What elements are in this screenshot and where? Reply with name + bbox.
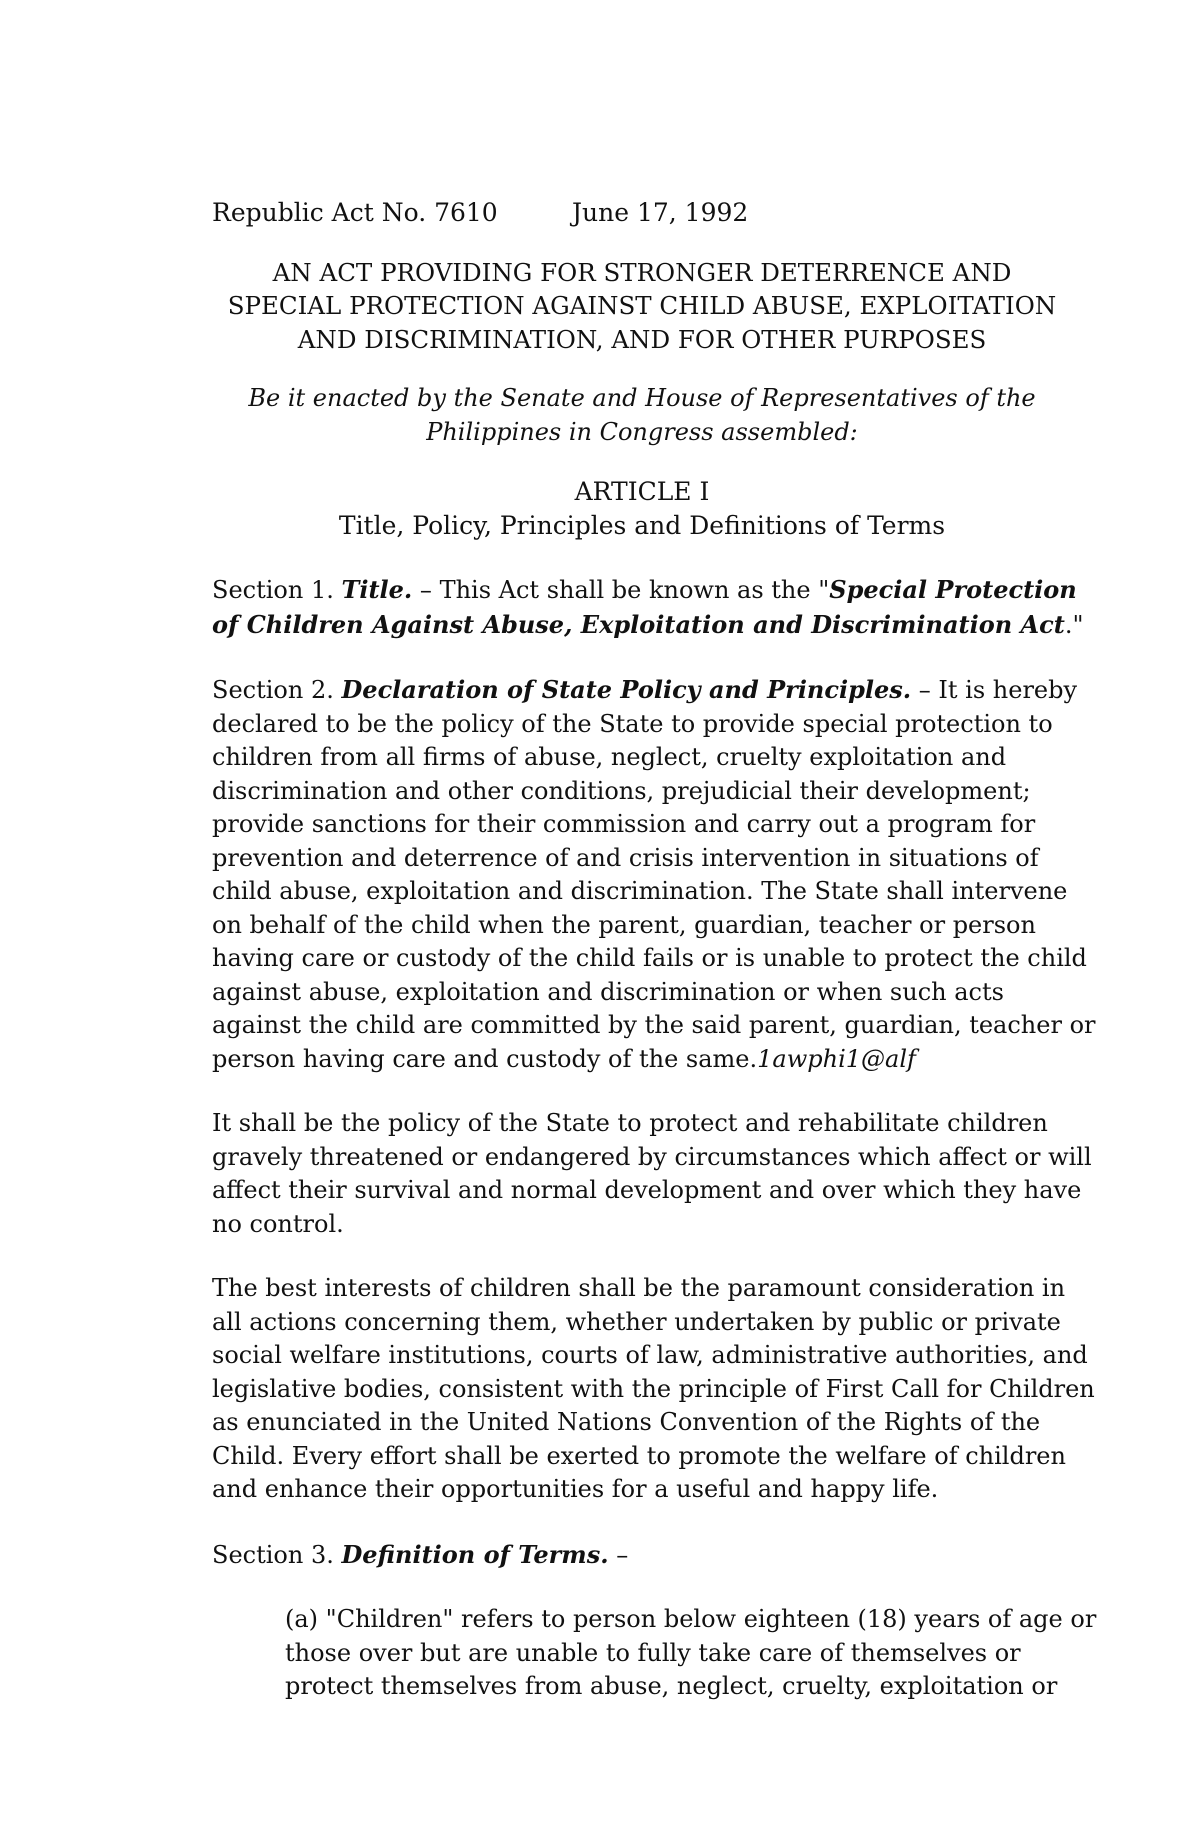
act-short-title-cont: of Children Against Abuse, Exploitation and Discrimination Act <box>212 609 1065 639</box>
title-line: SPECIAL PROTECTION AGAINST CHILD ABUSE, EXPLOITATION <box>227 291 1057 320</box>
section-3 <box>212 1538 1072 1573</box>
section-2-line: against the child are committed by the said parent, guardian, teacher or <box>212 1011 1096 1039</box>
enacting-line: Philippines in Congress assembled: <box>426 417 858 446</box>
section-dash: – <box>608 1540 629 1569</box>
article-heading <box>212 475 1072 543</box>
paragraph-line: It shall be the policy of the State to protect and rehabilitate children <box>212 1109 1048 1137</box>
paragraph-line: and enhance their opportunities for a useful and happy life. <box>212 1475 939 1503</box>
document-body <box>212 196 1097 1735</box>
section-2-line: having care or custody of the child fails or is unable to protect the child <box>212 944 1087 972</box>
title-line: AN ACT PROVIDING FOR STRONGER DETERRENCE AND <box>272 257 1012 287</box>
act-short-title: Special Protection <box>829 575 1077 604</box>
section-2-first-line: It is hereby <box>938 676 1078 704</box>
section-1-title: Title. <box>341 575 413 604</box>
definition-line: those over but are unable to fully take care of themselves or <box>285 1638 1021 1667</box>
definition-line: (a) "Children" refers to person below eighteen (18) years of age or <box>285 1605 1097 1633</box>
enacting-clause <box>212 382 1072 449</box>
paragraph-line: social welfare institutions, courts of law, administrative authorities, and <box>212 1341 1088 1369</box>
paragraph-line: affect their survival and normal development and over which they have <box>212 1176 1082 1204</box>
paragraph-line: all actions concerning them, whether undertaken by public or private <box>212 1307 1061 1336</box>
paragraph-line: no control. <box>212 1209 344 1238</box>
section-1 <box>212 573 1084 642</box>
act-header <box>212 196 1072 230</box>
definition-item-a <box>285 1603 1097 1704</box>
section-2 <box>212 673 1096 1076</box>
section-dash: – <box>911 676 939 704</box>
section-2-label: Section 2. <box>212 676 334 704</box>
act-title <box>198 256 1086 357</box>
section-2-line: child abuse, exploitation and discrimination. The State shall intervene <box>212 877 1068 905</box>
paragraph-line: legislative bodies, consistent with the principle of First Call for Children <box>212 1374 1095 1403</box>
paragraph-line: as enunciated in the United Nations Convention of the Rights of the <box>212 1408 1041 1436</box>
section-3-title: Definition of Terms. <box>341 1539 609 1569</box>
article-number: ARTICLE I <box>574 477 710 506</box>
section-2-line: discrimination and other conditions, prejudicial their development; <box>212 776 1031 805</box>
act-date: June 17, 1992 <box>572 198 749 227</box>
act-number: Republic Act No. 7610 <box>212 198 498 227</box>
section-2-line: person having care and custody of the same. <box>212 1044 758 1073</box>
article-title: Title, Policy, Principles and Definitions of Terms <box>338 511 946 540</box>
paragraph-line: The best interests of children shall be the paramount consideration in <box>212 1274 1066 1302</box>
paragraph-line: Child. Every effort shall be exerted to promote the welfare of children <box>212 1441 1066 1470</box>
section-2-paragraph-3 <box>212 1272 1095 1507</box>
section-2-line: against abuse, exploitation and discrimination or when such acts <box>212 977 1004 1006</box>
section-2-title: Declaration of State Policy and Principles. <box>341 675 912 704</box>
enacting-line: Be it enacted by the Senate and House of Representatives of the <box>248 384 1036 412</box>
section-2-line: on behalf of the child when the parent, guardian, teacher or person <box>212 910 1036 939</box>
section-2-line: children from all firms of abuse, neglect, cruelty exploitation and <box>212 743 1007 771</box>
section-2-line: prevention and deterrence of and crisis intervention in situations of <box>212 843 1039 872</box>
section-3-label: Section 3. <box>212 1540 334 1569</box>
definition-line: protect themselves from abuse, neglect, cruelty, exploitation or <box>285 1672 1058 1700</box>
section-2-line: declared to be the policy of the State to provide special protection to <box>212 709 1053 738</box>
section-1-end: ." <box>1064 610 1084 639</box>
section-1-label: Section 1. <box>212 576 334 604</box>
paragraph-line: gravely threatened or endangered by circumstances which affect or will <box>212 1142 1092 1171</box>
section-2-paragraph-2 <box>212 1107 1092 1241</box>
section-1-text: This Act shall be known as the " <box>439 576 830 604</box>
title-line: AND DISCRIMINATION, AND FOR OTHER PURPOSES <box>297 324 987 354</box>
section-dash: – <box>412 576 440 604</box>
section-2-line: provide sanctions for their commission and carry out a program for <box>212 810 1036 838</box>
watermark-text: 1awphi1@alf <box>757 1044 916 1073</box>
